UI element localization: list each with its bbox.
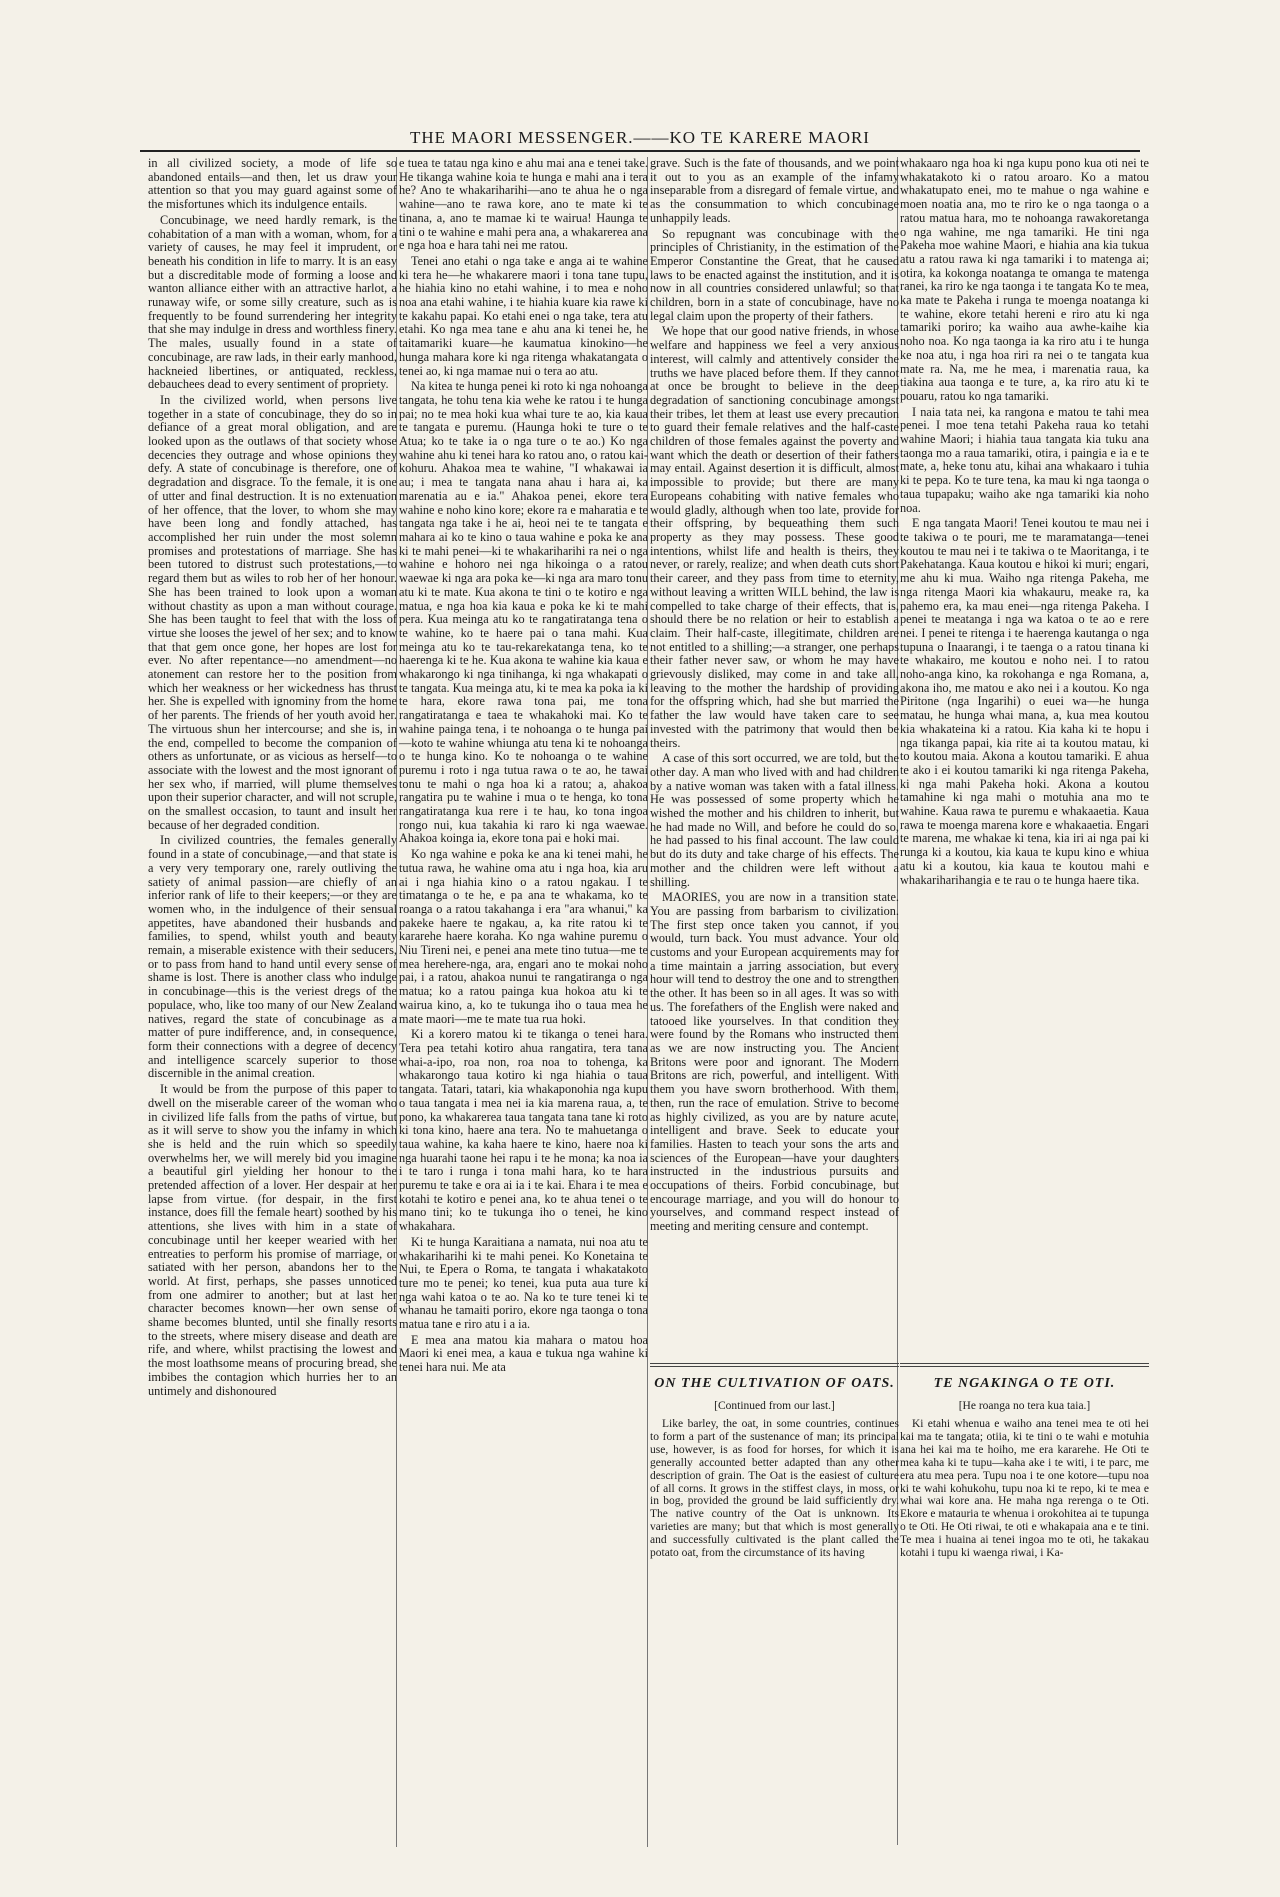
paragraph: It would be from the purpose of this paper to dwell on the miserable career of the woman who in civilized life falls from the paths of virtue, but as it will serve to show you the infamy in which she is held and the ruin which so speedily overwhelms her, we will merely bid you imagine a beautiful girl yielding her honour to the pretended affection of a lover. Her despair at her lapse from virtue. (for despair, in the first instance, does fill the female heart) soothed by his attentions, she lives with him in a state of concubinage until her keeper wearied with her entreaties to perform his promise of marriage, or satiated with her person, abandons her to the world. At first, perhaps, she passes unnoticed from one admirer to another; but at last her character becomes known—her own sense of shame becomes blunted, until she finally resorts to the streets, where misery disease and death are rife, and where, whilst practising the lowest and the most loathsome means of procuring bread, she imbibes the contagion which hurries her to an untimely and dishonoured: [148, 1082, 397, 1398]
column-maori-2: [900, 157, 1149, 1427]
paragraph: Tenei ano etahi o nga take e anga ai te wahine ki tera he—he whakarere maori i tona tane tupu, he hiahia kino no etahi wahine, i to mea e noho noa ana etahi wahine, i te hiahia kuare kia rawe ki te kakahu papai. Ko etahi enei o nga take, tera atu etahi. Ko nga mea tane e ahu ana ki tenei he, he taitamariki kuare—he kaumatua kinokino—he hunga mahara kore ki nga ritenga whakatangata o tenei ao, ki nga mamae nui o tera ao atu.: [399, 253, 648, 378]
oats-maori-note: [He roanga no tera kua taia.]: [958, 1400, 1091, 1412]
paragraph: So repugnant was concubinage with the principles of Christianity, in the estimation of the Emperor Constantine the Great, that he caused laws to be enacted against the institution, and it is now in all countries considered unlawful; so that children, born in a state of concubinage, have no legal claim upon the property of their fathers.: [650, 226, 899, 323]
section-rule: [650, 1363, 899, 1364]
oats-english-heading: ON THE CULTIVATION OF OATS.: [654, 1376, 895, 1391]
paragraph: Ki a korero matou ki te tikanga o tenei hara. Tera pea tetahi kotiro ahua rangatira, tera tana whai-a-ipo, roa non, roa noa to tohenga, ka whakarongo taua kotiro ki nga hiahia o taua tangata. Tatari, tatari, kia whakaponohia nga kupu o taua tangata i mea nei ia kia marena raua, a, te pono, ka whakarerea taua tangata tana tane ki roto ki tona kino, haere ana tera. No te mahuetanga o taua wahine, ka kaha haere te kino, haere noa ki nga huarahi taone hei rapu i te he mona; ka noa ia i te taro i runga i tona mahi hara, ko te hara puremu te take e ora ai ia i te kai. Ehara i te mea e kotahi te kotiro e penei ana, ko te ahua tenei o te mano tini; ko te tukunga iho o tenei, he kino whakahara.: [399, 1027, 648, 1234]
paragraph: In the civilized world, when persons live together in a state of concubinage, they do so in defiance of a great moral obligation, and are looked upon as the outlaws of that society whose decencies they outrage and whose opinions they defy. A state of concubinage is therefore, one of degradation and disgrace. To the female, it is one of utter and final destruction. It is no extenuation of her offence, that the lover, to whom she may have been long and fondly attached, has accomplished her ruin under the most solemn promises and protestations of marriage. She has been tutored to distrust such protestations,—to regard them but as wiles to rob her of her honour. She has been trained to look upon a woman without chastity as upon a man without courage. She has been taught to feel that with the loss of virtue she looses the jewel of her sex; and to know that that gem once gone, her hopes are lost for ever. No after repentance—no amendment—no atonement can restore her to the position from which her weakness or her wickedness has thrust her. She is expelled with ignominy from the home of her parents. The friends of her youth avoid her. The virtuous shun her intercourse; and she is, in the end, compelled to become the companion of others as unfortunate, or as vicious as herself—to associate with the lowest and the most ignorant of her sex who, if married, will plume themselves upon their superior character, and will not scruple, on the smallest occasion, to taunt and insult her because of her degraded condition.: [148, 392, 397, 832]
masthead-title: THE MAORI MESSENGER.——KO TE KARERE MAORI: [410, 128, 870, 147]
paragraph: whakaaro nga hoa ki nga kupu pono kua oti nei te whakatakoto ki o ratou aroaro. Ko a matou whakatupato enei, mo te mahue o nga wahine e moen noatia ana, mo te riro ke o nga taonga o a ratou matua hara, mo te nohoanga rawakoretanga o nga wahine, me nga tamariki. He tini nga Pakeha moe wahine Maori, e hiahia ana kia tukua atu a ratou rawa ki nga tamariki i to matenga ai; otira, ka kokonga noatanga te omanga te matenga ranei, ka riro ke nga taonga i te tangata Ko te mea, ka mate te Pakeha i runga te moenga noatanga ki te wahine, ekore tetahi hereni e riro atu ki nga tamariki poriro; ka waiho aua awhe-kaihe kia noho noa. Ko nga taonga ia ka riro atu i te hunga ke noa atu, i nga hoa riri ra nei o te tangata kua mate ra. Na, me he mea, i marenatia raua, ka tiakina aua taonga e te ture, a, ka riro atu ki te pouaru, ratou ko nga tamariki.: [900, 156, 1149, 403]
oats-maori-text: [900, 1418, 1149, 1848]
section-rule: [900, 1363, 1149, 1364]
paragraph: e tuea te tatau nga kino e ahu mai ana e tenei take. He tikanga wahine koia te hunga e mahi ana i tera he? Ano te whakariharihi—ano te ahua he o nga wahine—ano te rawa kore, ano te mate ki te tinana, a, ano te mamae ki te wairua! Haunga te tini o te wahine e mahi pera ana, a whakarerea ana e nga hoa e hara tahi nei me ratou.: [399, 156, 648, 253]
paragraph: A case of this sort occurred, we are told, but the other day. A man who lived with and had children by a native woman was taken with a fatal illness. He was possessed of some property which he wished the mother and his children to inherit, but he had made no Will, and before he could do so, he had passed to his final account. The law could but do its duty and take charge of his effects. The mother and the children were left without a shilling.: [650, 751, 899, 889]
column-english-2: [650, 157, 899, 1357]
masthead-rule: [140, 150, 1140, 152]
paragraph: MAORIES, you are now in a transition state. You are passing from barbarism to civilization. The first step once taken you cannot, if you would, turn back. You must advance. Your old customs and your European acquirements may for a time maintain a jarring association, but every hour will tend to destroy the one and to strengthen the other. It has been so in all ages. It was so with us. The forefathers of the English were naked and tatooed like yourselves. In that condition they were found by the Romans who instructed them as we are now instructing you. The Ancient Britons were poor and ignorant. The Modern Britons are rich, powerful, and intelligent. With them you have sworn brotherhood. With them, then, run the race of emulation. Strive to become as highly civilized, as you are by nature acute, intelligent and brave. Seek to educate your families. Hasten to teach your sons the arts and sciences of the European—have your daughters instructed in the industrious pursuits and occupations of theirs. Forbid concubinage, but encourage marriage, and you will do honour to yourselves, and command respect instead of meeting and meriting censure and contempt.: [650, 890, 899, 1234]
oats-english-note: [Continued from our last.]: [714, 1400, 835, 1412]
oats-english-text: [650, 1418, 899, 1848]
paragraph: Concubinage, we need hardly remark, is the cohabitation of a man with a woman, whom, for a variety of causes, he may feel it imprudent, or beneath his condition in life to marry. It is an easy but a discreditable mode of forming a loose and wanton alliance either with an attractive harlot, a runaway wife, or some silly creature, such as is frequently to be found surrendering her integrity that she may indulge in dress and worthless finery. The males, usually found in a state of concubinage, are raw lads, in their early manhood, hackneied libertines, or antiquated, reckless, debauchees dead to every sentiment of propriety.: [148, 212, 397, 392]
paragraph: I naia tata nei, ka rangona e matou te tahi mea penei. I moe tena tetahi Pakeha raua ko tetahi wahine Maori; i hiahia taua tangata kia tuku ana taonga mo a raua tamariki, otira, i paingia e ia e te mate, a, heke tonu atu, kihai ana whakaaro i tuhia ki te pepa. Ko te ture tena, ka mau ki nga taonga o taua tupapaku; waiho ake nga tamariki kia noho noa.: [900, 404, 1149, 515]
column-maori-1: [399, 157, 648, 1847]
oats-maori-heading: TE NGAKINGA O TE OTI.: [933, 1376, 1116, 1391]
paragraph: Ki etahi whenua e waiho ana tenei mea te oti hei kai ma te tangata; otiia, ki te tini o te wahi e motuhia ana hei kai ma te hoiho, me era kararehe. He Oti te mea kaha ki te tupu—kaha ake i te witi, i te parc, me era atu mea pera. Tupu noa i te one kotore—tupu noa ki te wahi kohukohu, tupu noa ki te repo, ki te mea e whai wai kore ana. He maha nga rerenga o te Oti. Ekore e matauria te whenua i orokohitea ai te tupunga o te Oti. He Oti riwai, te oti e whakapaia ana e te tini. Te mea i huaina ai tenei ingoa mo te oti, he takakau kotahi i tupu ki waenga riwai, i Ka-: [900, 1418, 1149, 1560]
paragraph: E mea ana matou kia mahara o matou hoa Maori ki enei mea, a kaua e tukua nga wahine ki tenei hara nui. Me ata: [399, 1332, 648, 1375]
column-english-1: [148, 157, 397, 1847]
paragraph: E nga tangata Maori! Tenei koutou te mau nei i te takiwa o te pouri, me te maramatanga—tenei koutou te mau nei i te takiwa o te Maoritanga, i te Pakehatanga. Kaua koutou e hikoi ki muri; engari, me ahu ki mua. Waiho nga ritenga Pakeha, me nga ritenga Maori kia whakauru, meake ra, ka pahemo era, ka mau enei—nga ritenga Pakeha. I penei te meatanga i nga wa katoa o te ao e rere nei. I penei te ritenga i te haerenga kautanga o nga tupuna o Inaarangi, i te taenga o a ratou tinana ki te whakairo, me koutou e noho nei. I to ratou noho-anga kino, ka rokohanga e nga Romana, a, akona iho, me matou e ako nei i a koutou. Ko nga Piritone (nga Ingarihi) o euei wa—he hunga matau, he hunga whai mana, a, kua mea koutou kia whakateina ki a ratou. Kia kaha ki te hopu i nga tikanga papai, kia rite ai ta koutou matau, ki to koutou maia. Akona a koutou tamariki. E ahua te ako i ei koutou tamariki ki nga ritenga Pakeha, ki nga mahi Pakeha hoki. Akona a koutou tamahine ki nga mahi o motuhia ana mo te wahine. Kaua rawa te puremu e whakaaetia. Kaua rawa te moenga marena kore e whakaaetia. Engari te marena, me whakae ki tena, kia iri ai nga pai ki runga ki a koutou, kia kaua te kupu kino e whiua atu ki a koutou, kia kaua te koutou mahi e whakariharihangia e te rau o te hunga haere tika.: [900, 516, 1149, 887]
paragraph: Like barley, the oat, in some countries, continues to form a part of the sustenance of man; its principal use, however, is as food for horses, for which it is generally accounted better adapted than any other description of grain. The Oat is the easiest of culture of all corns. It grows in the stiffest clays, in moss, or in bog, provided the ground be laid sufficiently dry. The native country of the Oat is unknown. Its varieties are many; but that which is most generally and successfully cultivated is the plant called the potato oat, from the circumstance of its having: [650, 1418, 899, 1560]
section-rule: [650, 1366, 899, 1367]
paragraph: Ko nga wahine e poka ke ana ki tenei mahi, he tutua rawa, he wahine oma atu i nga hoa, kia aru ai i nga hiahia kino o a ratou ngakau. I te timatanga o te he, e pa ana te whakama, ko te roanga o a ratou takahanga i era "ara whanui," ka pakeke haere te ngakau, a, ka rite ratou ki te kararehe haere koraha. Ko nga wahine puremu o Niu Tireni nei, e penei ana mete tino tutua—me te mea herehere-nga, ara, engari ano te mokai noho pai, i a ratou, ahakoa nunui te rangatiranga o nga matua; ko a ratou painga kua hokoa atu ki te wairua kino, a, ko te tukunga iho o taua mea he mate maori—me te mate tua rua hoki.: [399, 847, 648, 1026]
paragraph: We hope that our good native friends, in whose welfare and happiness we feel a very anxious interest, will calmly and attentively consider the truths we have placed before them. If they cannot at once be brought to believe in the deep degradation of sanctioning concubinage amongst their tribes, let them at least use every precaution to guard their female relatives and the half-caste children of those females against the poverty and want which the death or desertion of their fathers may entail. Against desertion it is difficult, almost impossible to provide; but there are many Europeans cohabiting with native females who would gladly, although when too late, provide for their offspring, by bequeathing them such property as they may possess. These good intentions, whilst life and health is theirs, they never, or rarely, realize; and when death cuts short their career, and they pass from time to eternity, without leaving a written WILL behind, the law is compelled to take charge of their effects, that is, should there be no relation or heir to establish a claim. Their half-caste, illegitimate, children are not entitled to a shilling;—a stranger, one perhaps their father never saw, or whom he may have grievously disliked, may come in and take all, leaving to the mother the hardship of providing for the offspring which, had she but married the father the law would have taken care to see invested with the patrimony that would then be theirs.: [650, 324, 899, 750]
paragraph: grave. Such is the fate of thousands, and we point it out to you as an example of the infamy inseparable from a disregard of female virtue, and as the consummation to which concubinage unhappily leads.: [650, 156, 899, 225]
paragraph: Na kitea te hunga penei ki roto ki nga nohoanga tangata, he tohu tena kia wehe ke ratou i te hunga pai; no te mea hoki kua whai ture te ao, kia kaua te tangata e puremu. (Haunga hoki te ture o te Atua; ko te take ia o nga ture o te ao.) Ko nga wahine ahu ki tenei hara ko ratou ano, o ratou kai-kohuru. Ahakoa mea te wahine, "I whakawai ia au; i mea te tangata nana ahau i hara ai, ka marenatia au e ia." Ahakoa penei, ekore tera wahine e noho kino kore; ekore ra e maharatia e te tangata nga take i he ai, heoi nei te te tangata e mahara ai ko te kino o taua wahine e poka ke ana ki te mahi penei—ki te whakariharihi ra nei o nga wahine e hohoro nei nga hikoinga o a ratou waewae ki nga ara poka ke—ki nga ara maro tonu atu ki te mate. Kua akona te tini o te kotiro e nga matua, e nga hoa kia kaua e poka ke ki te mahi pera. Kua meinga atu ko te rangatiratanga tena o te wahine, ko te haere pai o tana mahi. Kua meinga atu ko te tau-rekarekatanga tena, ko te haerenga ki te he. Kua akona te wahine kia kaua e whakarongo ki nga tinihanga, ki nga whakapati o te tangata. Kua meinga atu, ki te mea ka poka ia ki te hara, ekore rawa tona pai, me tona rangatiratanga e taea te whakahoki mai. Ko te wahine painga tena, i te nohoanga o te hunga pai—koto te wahine whiunga atu tena ki te nohoanga o te hunga kino. Ko te nohoanga o te wahine puremu i roto i nga tutua rawa o te ao, he tawai tonu te mahi o nga hoa ki a ratou; a, ahakoa rangatira pu te wahine i mua o te henga, ko tona rangatiratanga kua rere i te hau, ko tona ingoa rongo nui, kua takahia ki raro ki nga waewae. Ahakoa koinga ia, ekore tona pai e hoki mai.: [399, 379, 648, 846]
section-rule: [900, 1366, 1149, 1367]
paragraph: In civilized countries, the females generally found in a state of concubinage,—and that state is a very very temporary one, rarely outliving the satiety of animal passion—are chiefly of an inferior rank of life to their keepers;—or they are women who, in the indulgence of their sensual appetites, have abandoned their husbands and families, to spend, whilst youth and beauty remain, a miserable existence with their seducers, or to pass from hand to hand until every sense of shame is lost. There is another class who indulge in concubinage—this is the veriest dregs of the populace, who, like too many of our New Zealand natives, regard the state of concubinage as a matter of pure indifference, and, in consequence, form their connections with a degree of decency and intelligence scarcely superior to those discernible in the animal creation.: [148, 833, 397, 1081]
paragraph: Ki te hunga Karaitiana a namata, nui noa atu te whakariharihi ki te mahi penei. Ko Konetaina te Nui, te Epera o Roma, te tangata i whakatakoto ture mo te penei; ko tenei, kua puta aua ture ki nga wahi katoa o te ao. Na ko te ture tenei ki te whanau he tamaiti poriro, ekore nga taonga o tona matua tane e riro atu i a ia.: [399, 1234, 648, 1332]
paragraph: in all civilized society, a mode of life so abandoned entails—and then, let us draw your attention so that you may guard against some of the misfortunes which its indulgence entails.: [148, 156, 397, 212]
